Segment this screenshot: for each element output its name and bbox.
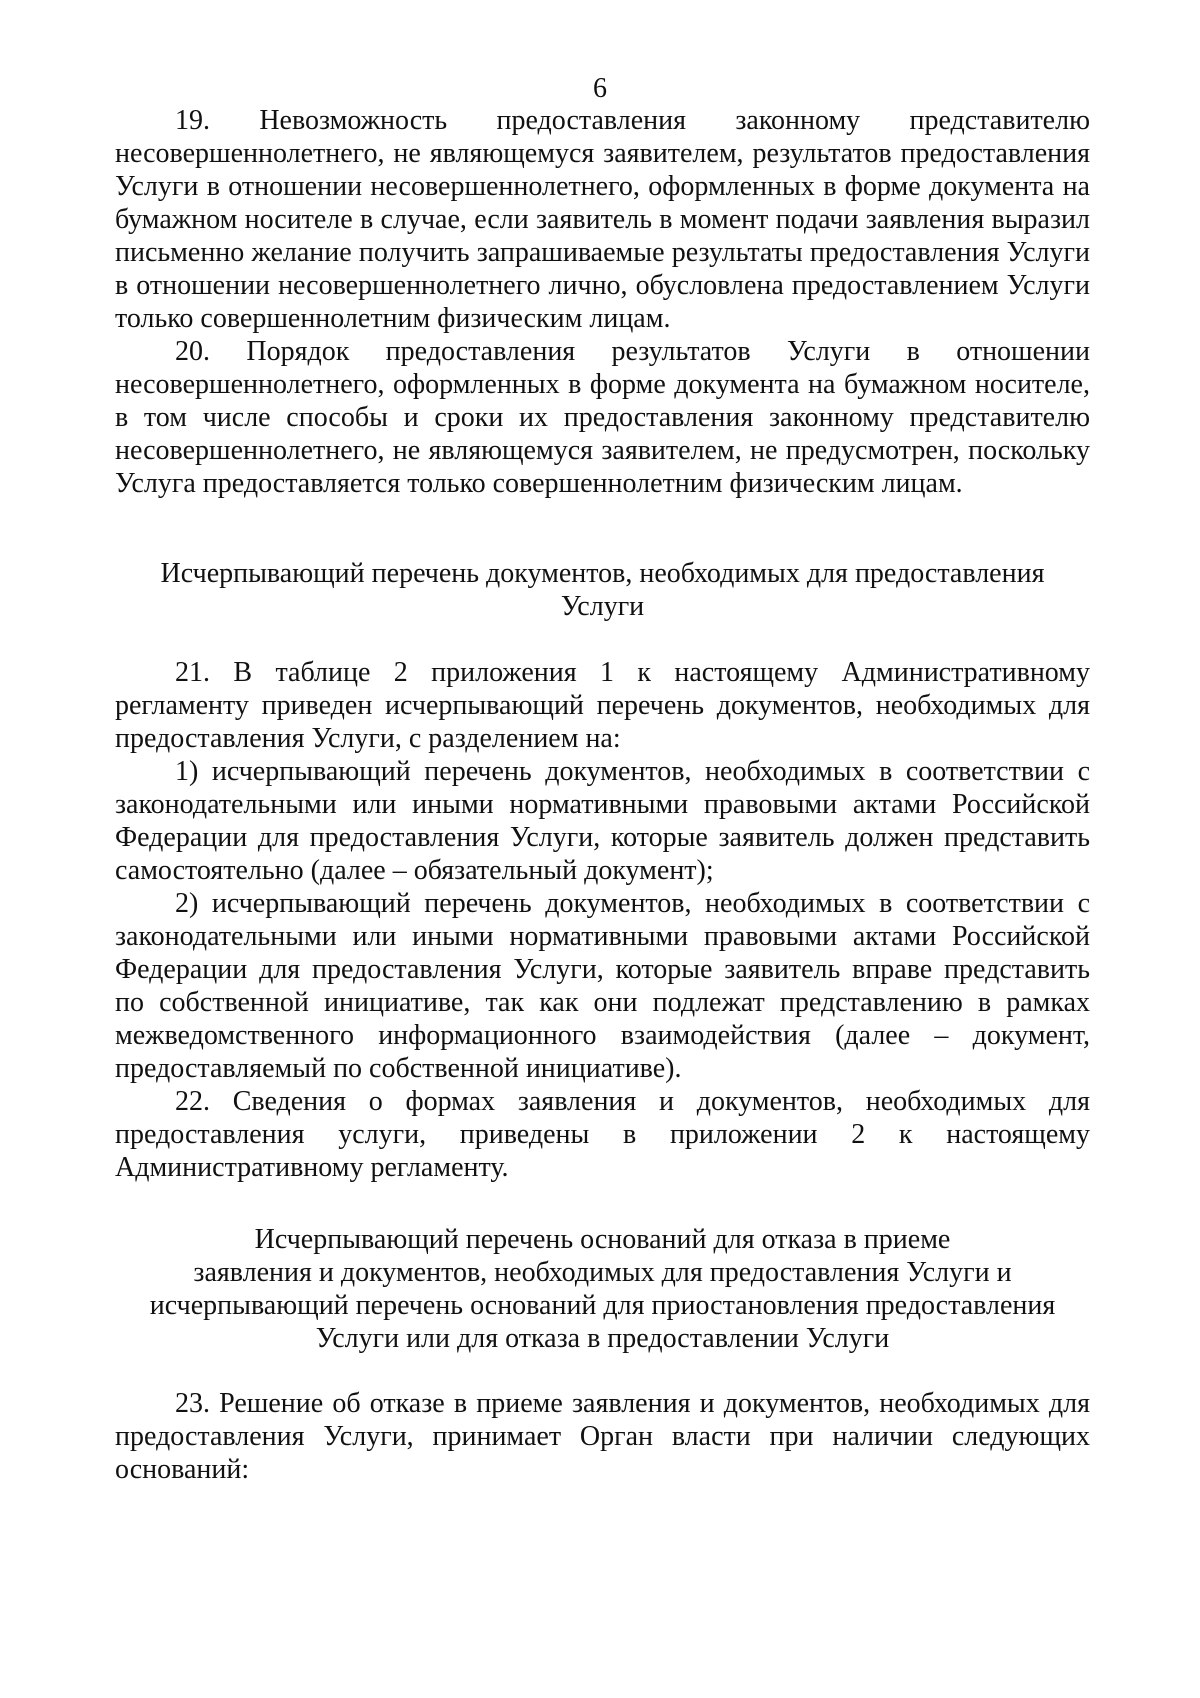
heading-line: исчерпывающий перечень оснований для приостановления предоставления <box>149 1290 1056 1321</box>
paragraph-19: 19. Невозможность предоставления законному представителю несовершеннолетнего, не являющемуся заявителем, результатов предоставления Услуги в отношении несовершеннолетнего, оформленных в форме документа на бумажном носителе в случае, если заявитель в момент подачи заявления выразил письменно желание получить запрашиваемые результаты предоставления Услуги в отношении несовершеннолетнего лично, обусловлена предоставлением Услуги только совершеннолетним физическим лицам. <box>115 105 1090 334</box>
heading-line: Услуги или для отказа в предоставлении Услуги <box>315 1323 890 1354</box>
heading-line: Исчерпывающий перечень документов, необходимых для предоставления <box>160 558 1045 589</box>
page-number: 6 <box>593 73 607 104</box>
heading-line: заявления и документов, необходимых для предоставления Услуги и <box>193 1257 1012 1288</box>
document-body <box>115 104 1090 1486</box>
paragraph-21: 21. В таблице 2 приложения 1 к настоящему Административному регламенту приведен исчерпывающий перечень документов, необходимых для предоставления Услуги, с разделением на: <box>115 657 1090 754</box>
section-heading-refusal-grounds <box>115 1223 1090 1355</box>
list-item-1: 1) исчерпывающий перечень документов, необходимых в соответствии с законодательными или иными нормативными правовыми актами Российской Федерации для предоставления Услуги, которые заявитель должен представить самостоятельно (далее – обязательный документ); <box>115 756 1090 886</box>
paragraph-23: 23. Решение об отказе в приеме заявления и документов, необходимых для предоставления Услуги, принимает Орган власти при наличии следующих оснований: <box>115 1388 1090 1485</box>
heading-line: Исчерпывающий перечень оснований для отказа в приеме <box>254 1224 951 1255</box>
paragraph-20: 20. Порядок предоставления результатов Услуги в отношении несовершеннолетнего, оформленных в форме документа на бумажном носителе, в том числе способы и сроки их предоставления законному представителю несовершеннолетнего, не являющемуся заявителем, не предусмотрен, поскольку Услуга предоставляется только совершеннолетним физическим лицам. <box>115 336 1090 499</box>
paragraph-22: 22. Сведения о формах заявления и документов, необходимых для предоставления услуги, приведены в приложении 2 к настоящему Административному регламенту. <box>115 1086 1090 1183</box>
section-heading-documents <box>115 557 1090 623</box>
list-item-2: 2) исчерпывающий перечень документов, необходимых в соответствии с законодательными или иными нормативными правовыми актами Российской Федерации для предоставления Услуги, которые заявитель вправе представить по собственной инициативе, так как они подлежат представлению в рамках межведомственного информационного взаимодействия (далее – документ, предоставляемый по собственной инициативе). <box>115 888 1090 1084</box>
heading-line: Услуги <box>560 591 645 622</box>
